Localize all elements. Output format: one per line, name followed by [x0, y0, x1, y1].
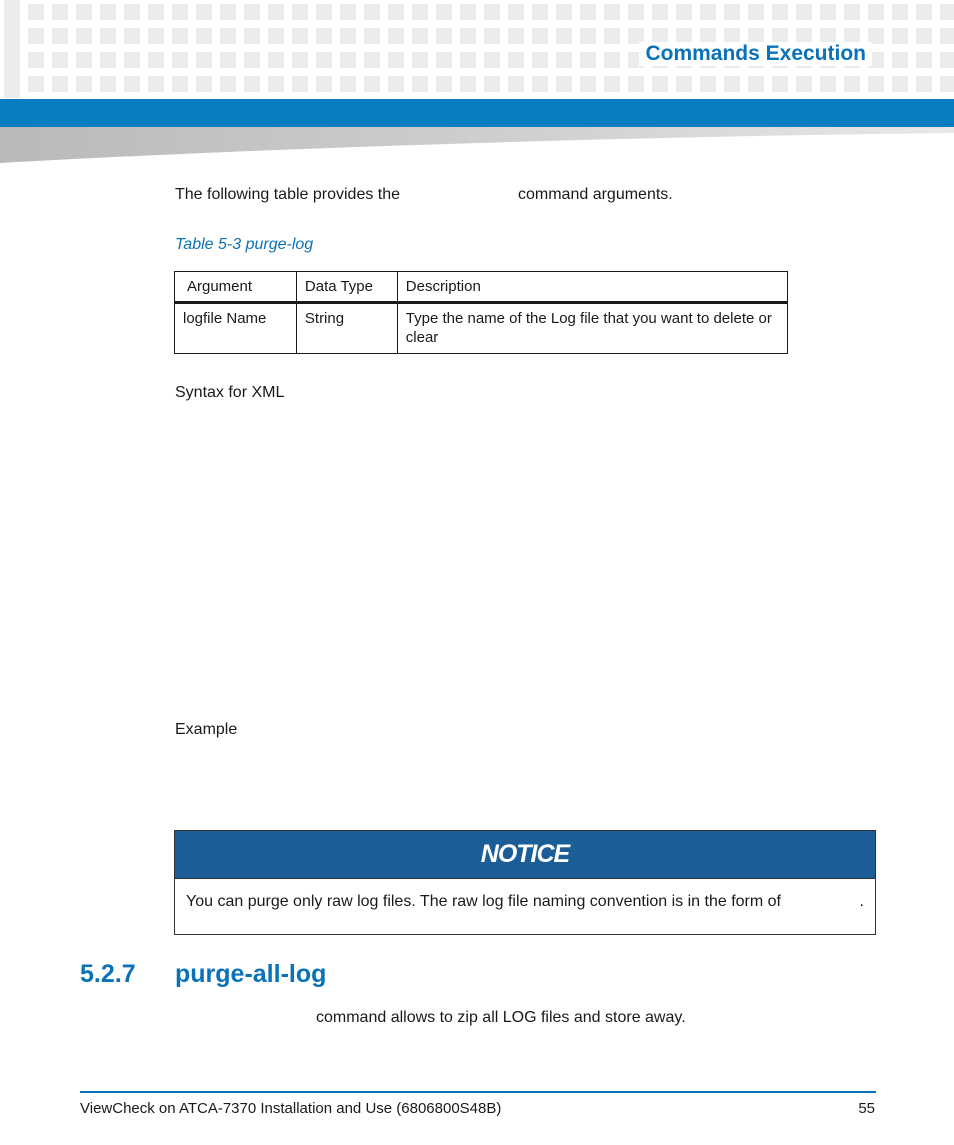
header-pattern-cell — [196, 4, 212, 20]
header-pattern-cell — [220, 28, 236, 44]
notice-end: . — [859, 893, 864, 910]
header-pattern-cell — [76, 28, 92, 44]
column-header-argument: Argument — [175, 272, 297, 303]
notice-box — [174, 830, 876, 935]
header-pattern-cell — [196, 28, 212, 44]
header-pattern-cell — [292, 52, 308, 68]
header-pattern-cell — [4, 4, 20, 20]
header-pattern-cell — [532, 28, 548, 44]
header-pattern-cell — [292, 76, 308, 92]
header-pattern-cell — [172, 28, 188, 44]
header-pattern-cell — [388, 4, 404, 20]
header-pattern-cell — [772, 4, 788, 20]
header-pattern-cell — [28, 4, 44, 20]
header-pattern-cell — [100, 52, 116, 68]
header-pattern-cell — [220, 76, 236, 92]
header-pattern-cell — [364, 28, 380, 44]
header-pattern-cell — [652, 4, 668, 20]
header-pattern-cell — [52, 4, 68, 20]
header-pattern-cell — [244, 52, 260, 68]
notice-title: NOTICE — [480, 840, 570, 868]
header-pattern-cell — [940, 28, 954, 44]
header-pattern-cell — [364, 76, 380, 92]
header-pattern-cell — [316, 76, 332, 92]
header-pattern-cell — [412, 52, 428, 68]
header-pattern-cell — [4, 28, 20, 44]
header-pattern-cell — [748, 76, 764, 92]
header-pattern-cell — [316, 52, 332, 68]
header-pattern-cell — [460, 4, 476, 20]
header-pattern-cell — [628, 4, 644, 20]
header-pattern-cell — [52, 28, 68, 44]
header-pattern-cell — [508, 52, 524, 68]
header-pattern-cell — [220, 52, 236, 68]
header-pattern-cell — [412, 4, 428, 20]
header-pattern-cell — [556, 76, 572, 92]
intro-text-after: command arguments. — [518, 186, 673, 203]
header-pattern-cell — [4, 52, 20, 68]
header-pattern-cell — [892, 4, 908, 20]
header-pattern-cell — [460, 76, 476, 92]
header-pattern-cell — [244, 4, 260, 20]
header-pattern-cell — [220, 4, 236, 20]
header-pattern-cell — [268, 76, 284, 92]
header-pattern-cell — [724, 4, 740, 20]
header-pattern-cell — [340, 52, 356, 68]
header-pattern-cell — [820, 4, 836, 20]
header-pattern-cell — [268, 52, 284, 68]
header-pattern-cell — [868, 76, 884, 92]
table-caption: Table 5-3 purge-log — [175, 236, 314, 253]
header-pattern-cell — [916, 4, 932, 20]
header-pattern-cell — [868, 4, 884, 20]
header-pattern-cell — [652, 76, 668, 92]
header-pattern-cell — [4, 76, 20, 92]
header-pattern-cell — [436, 28, 452, 44]
header-pattern-cell — [28, 76, 44, 92]
header-pattern-cell — [148, 52, 164, 68]
header-pattern-cell — [508, 28, 524, 44]
header-pattern-cell — [676, 4, 692, 20]
header-pattern-cell — [244, 76, 260, 92]
header-pattern-cell — [364, 4, 380, 20]
header-pattern-cell — [532, 52, 548, 68]
header-pattern-cell — [460, 28, 476, 44]
header-pattern-cell — [892, 52, 908, 68]
header-pattern-cell — [724, 76, 740, 92]
header-pattern-cell — [916, 76, 932, 92]
header-pattern-cell — [556, 28, 572, 44]
header-pattern-cell — [580, 76, 596, 92]
header-pattern-cell — [388, 76, 404, 92]
header-pattern-cell — [196, 52, 212, 68]
header-pattern-cell — [676, 76, 692, 92]
header-pattern-cell — [556, 4, 572, 20]
header-pattern-cell — [52, 76, 68, 92]
header-pattern-cell — [604, 52, 620, 68]
header-pattern-cell — [436, 4, 452, 20]
header-pattern-cell — [100, 28, 116, 44]
header-pattern-cell — [412, 28, 428, 44]
notice-body — [175, 879, 875, 925]
header-pattern-cell — [172, 52, 188, 68]
header-pattern-cell — [100, 76, 116, 92]
header-pattern-cell — [52, 52, 68, 68]
table-header-row — [175, 272, 788, 303]
header-pattern-cell — [484, 76, 500, 92]
header-pattern-cell — [916, 28, 932, 44]
header-pattern-cell — [484, 4, 500, 20]
header-pattern-cell — [772, 76, 788, 92]
header-pattern-cell — [940, 76, 954, 92]
footer-page-number: 55 — [858, 1100, 875, 1117]
header-pattern-cell — [556, 52, 572, 68]
header-pattern-cell — [916, 52, 932, 68]
header-grey-swoosh — [0, 127, 954, 165]
header-pattern-cell — [28, 28, 44, 44]
header-pattern-cell — [436, 76, 452, 92]
header-pattern-cell — [76, 52, 92, 68]
header-pattern-cell — [340, 28, 356, 44]
header-pattern-cell — [532, 4, 548, 20]
header-pattern-cell — [796, 4, 812, 20]
footer-document-title: ViewCheck on ATCA-7370 Installation and Use (6806800S48B) — [80, 1100, 502, 1117]
section-number: 5.2.7 — [80, 960, 136, 988]
header-pattern-cell — [700, 76, 716, 92]
intro-text-before: The following table provides the — [175, 186, 401, 203]
header-pattern-cell — [244, 28, 260, 44]
header-pattern-cell — [172, 76, 188, 92]
header-pattern-cell — [412, 76, 428, 92]
header-pattern-cell — [340, 4, 356, 20]
footer-rule — [80, 1091, 876, 1093]
notice-text: You can purge only raw log files. The raw log file naming convention is in the form of — [186, 893, 781, 910]
header-pattern-cell — [148, 76, 164, 92]
section-description: command allows to zip all LOG files and store away. — [316, 1009, 686, 1026]
header-pattern-cell — [100, 4, 116, 20]
header-pattern-cell — [484, 52, 500, 68]
header-pattern-cell — [292, 4, 308, 20]
header-pattern-cell — [148, 4, 164, 20]
header-pattern-cell — [316, 28, 332, 44]
header-pattern-cell — [76, 76, 92, 92]
header-pattern-cell — [508, 76, 524, 92]
header-pattern-cell — [268, 4, 284, 20]
header-pattern-cell — [484, 28, 500, 44]
header-pattern-cell — [892, 28, 908, 44]
header-pattern-cell — [388, 28, 404, 44]
header-pattern-cell — [940, 4, 954, 20]
header-pattern-cell — [436, 52, 452, 68]
header-pattern-cell — [844, 4, 860, 20]
header-pattern-cell — [268, 28, 284, 44]
header-pattern-cell — [820, 76, 836, 92]
header-pattern-cell — [124, 76, 140, 92]
header-pattern-cell — [580, 52, 596, 68]
header-pattern-cell — [460, 52, 476, 68]
section-title: purge-all-log — [175, 960, 327, 988]
header-pattern-cell — [28, 52, 44, 68]
header-pattern-cell — [700, 4, 716, 20]
page-header-title: Commands Execution — [639, 42, 872, 66]
header-pattern-cell — [580, 4, 596, 20]
header-blue-band — [0, 99, 954, 127]
table-row — [175, 303, 788, 354]
header-pattern-cell — [388, 52, 404, 68]
header-pattern-cell — [604, 76, 620, 92]
header-pattern-cell — [196, 76, 212, 92]
cell-description: Type the name of the Log file that you want to delete or clear — [397, 303, 787, 354]
header-pattern-cell — [124, 28, 140, 44]
header-pattern-cell — [628, 76, 644, 92]
column-header-data-type: Data Type — [296, 272, 397, 303]
header-pattern-cell — [892, 76, 908, 92]
header-pattern-cell — [76, 4, 92, 20]
header-pattern-cell — [292, 28, 308, 44]
column-header-description: Description — [397, 272, 787, 303]
header-pattern-cell — [940, 52, 954, 68]
header-pattern-cell — [604, 28, 620, 44]
notice-header — [175, 831, 875, 879]
header-pattern-cell — [604, 4, 620, 20]
header-pattern-cell — [148, 28, 164, 44]
header-pattern-cell — [364, 52, 380, 68]
header-pattern-cell — [748, 4, 764, 20]
header-pattern-cell — [844, 76, 860, 92]
cell-argument: logfile Name — [175, 303, 297, 354]
header-pattern-cell — [124, 52, 140, 68]
header-pattern-cell — [316, 4, 332, 20]
header-pattern-cell — [580, 28, 596, 44]
example-label: Example — [175, 721, 238, 738]
header-pattern-cell — [532, 76, 548, 92]
header-pattern-cell — [508, 4, 524, 20]
syntax-label: Syntax for XML — [175, 384, 285, 401]
header-pattern-cell — [124, 4, 140, 20]
header-pattern-cell — [172, 4, 188, 20]
cell-data-type: String — [296, 303, 397, 354]
header-pattern-cell — [340, 76, 356, 92]
header-pattern-cell — [796, 76, 812, 92]
arguments-table — [174, 271, 788, 354]
